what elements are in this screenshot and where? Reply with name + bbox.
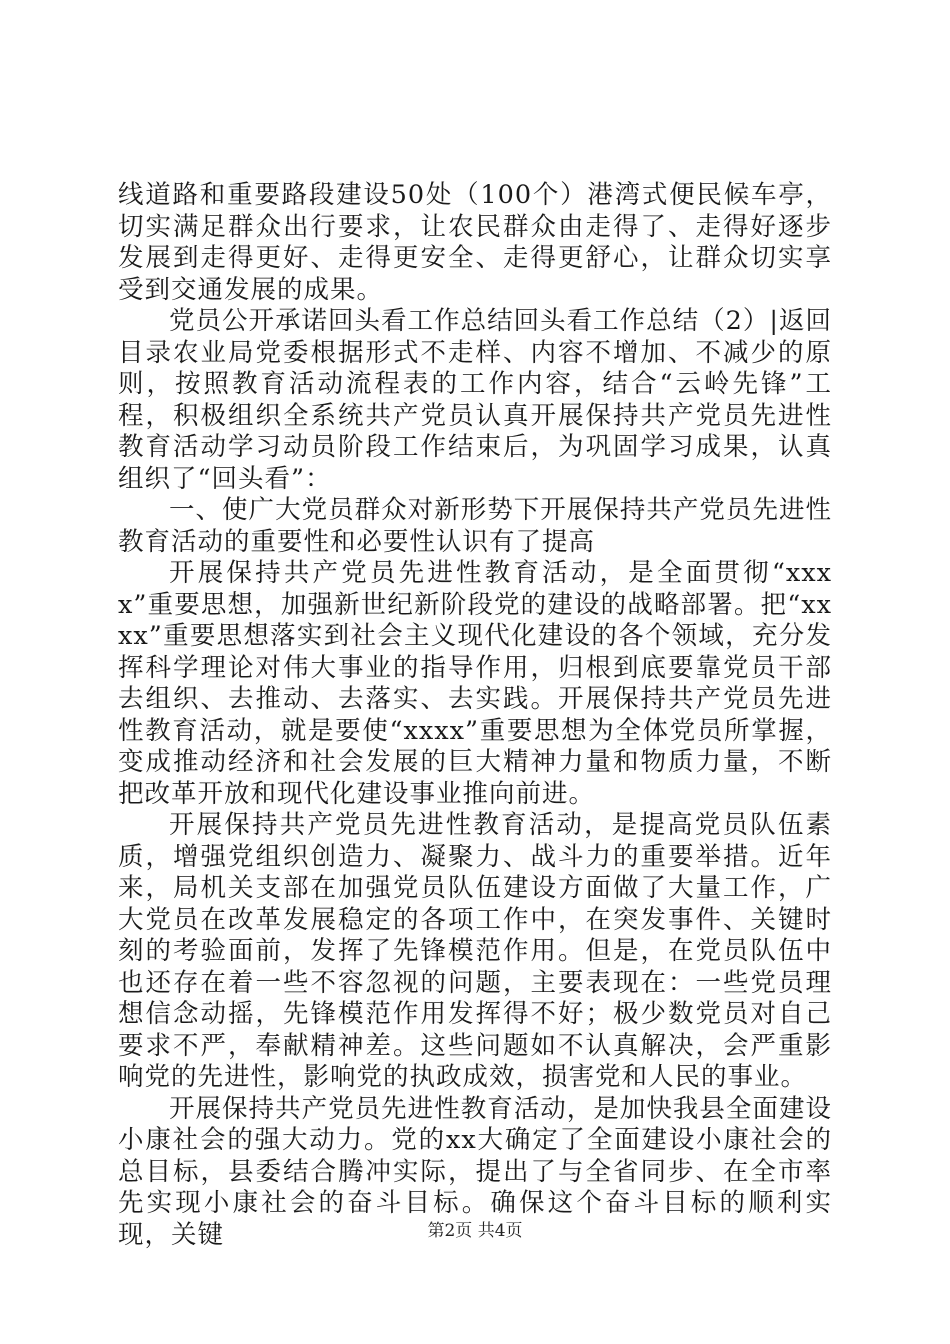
section-heading: 一、使广大党员群众对新形势下开展保持共产党员先进性教育活动的重要性和必要性认识有了提高 [118,495,832,557]
document-body [118,180,832,1251]
paragraph-4: 开展保持共产党员先进性教育活动，是提高党员队伍素质，增强党组织创造力、凝聚力、战斗力的重要举措。近年来，局机关支部在加强党员队伍建设方面做了大量工作，广大党员在改革发展稳定的各项工作中，在突发事件、关键时刻的考验面前，发挥了先锋模范作用。但是，在党员队伍中也还存在着一些不容忽视的问题，主要表现在：一些党员理想信念动摇，先锋模范作用发挥得不好；极少数党员对自己要求不严，奉献精神差。这些问题如不认真解决，会严重影响党的先进性，影响党的执政成效，损害党和人民的事业。 [118,810,832,1092]
paragraph-3: 开展保持共产党员先进性教育活动，是全面贯彻“xxxx”重要思想，加强新世纪新阶段党的建设的战略部署。把“xxxx”重要思想落实到社会主义现代化建设的各个领域，充分发挥科学理论对伟大事业的指导作用，归根到底要靠党员干部去组织、去推动、去落实、去实践。开展保持共产党员先进性教育活动，就是要使“xxxx”重要思想为全体党员所掌握，变成推动经济和社会发展的巨大精神力量和物质力量，不断把改革开放和现代化建设事业推向前进。 [118,558,832,809]
paragraph-2: 党员公开承诺回头看工作总结回头看工作总结（2）|返回目录农业局党委根据形式不走样、内容不增加、不减少的原则，按照教育活动流程表的工作内容，结合“云岭先锋”工程，积极组织全系统共产党员认真开展保持共产党员先进性教育活动学习动员阶段工作结束后，为巩固学习成果，认真组织了“回头看”： [118,306,832,494]
page-footer: 第2页 共4页 [427,1221,523,1241]
paragraph-1: 线道路和重要路段建设50处（100个）港湾式便民候车亭，切实满足群众出行要求，让农民群众由走得了、走得好逐步发展到走得更好、走得更安全、走得更舒心，让群众切实享受到交通发展的成果。 [118,180,832,305]
paragraph-5: 开展保持共产党员先进性教育活动，是加快我县全面建设小康社会的强大动力。党的xx大确定了全面建设小康社会的总目标，县委结合腾冲实际，提出了与全省同步、在全市率先实现小康社会的奋斗目标。确保这个奋斗目标的顺利实现，关键 [118,1093,832,1250]
